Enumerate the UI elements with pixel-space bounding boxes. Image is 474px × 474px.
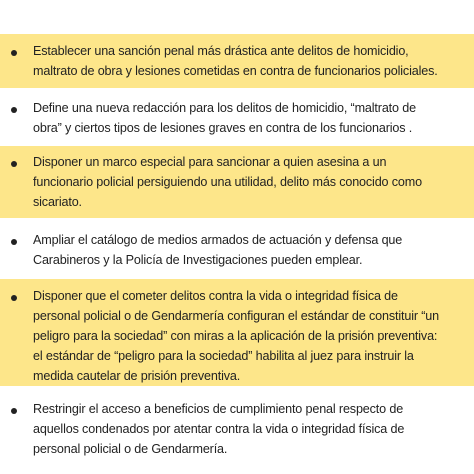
list-item	[0, 393, 474, 465]
list-item-text: Ampliar el catálogo de medios armados de actuación y defensa que Carabineros y la Policía de Investigaciones pueden emplear.	[33, 233, 403, 267]
bullet-icon	[11, 107, 17, 113]
list-item-text: Disponer que el cometer delitos contra la vida o integridad física de personal policial o de Gendarmería configuran el estándar de constituir “un peligro para la sociedad” con miras a la aplicación de la prisión preventiva: el estándar de “peligro para la sociedad” habilita al juez para instruir la medida cautelar de prisión preventiva.	[33, 289, 439, 383]
list-item-text: Disponer un marco especial para sancionar a quien asesina a un funcionario policial persiguiendo una utilidad, delito más conocido como sicariato.	[33, 155, 422, 209]
list-item	[0, 94, 474, 142]
list-item	[0, 34, 474, 88]
list-item-text: Define una nueva redacción para los delitos de homicidio, “maltrato de obra” y ciertos tipos de lesiones graves en contra de los funcionarios .	[33, 101, 416, 135]
list-item	[0, 224, 474, 274]
bullet-icon	[11, 239, 17, 245]
bullet-icon	[11, 161, 17, 167]
bullet-icon	[11, 408, 17, 414]
list-item	[0, 279, 474, 386]
list-item-text: Establecer una sanción penal más drástica ante delitos de homicidio, maltrato de obra y lesiones cometidas en contra de funcionarios policiales.	[33, 44, 438, 78]
bullet-icon	[11, 50, 17, 56]
list-item	[0, 146, 474, 218]
bullet-icon	[11, 295, 17, 301]
list-item-text: Restringir el acceso a beneficios de cumplimiento penal respecto de aquellos condenados por atentar contra la vida o integridad física de personal policial o de Gendarmería.	[33, 402, 405, 456]
